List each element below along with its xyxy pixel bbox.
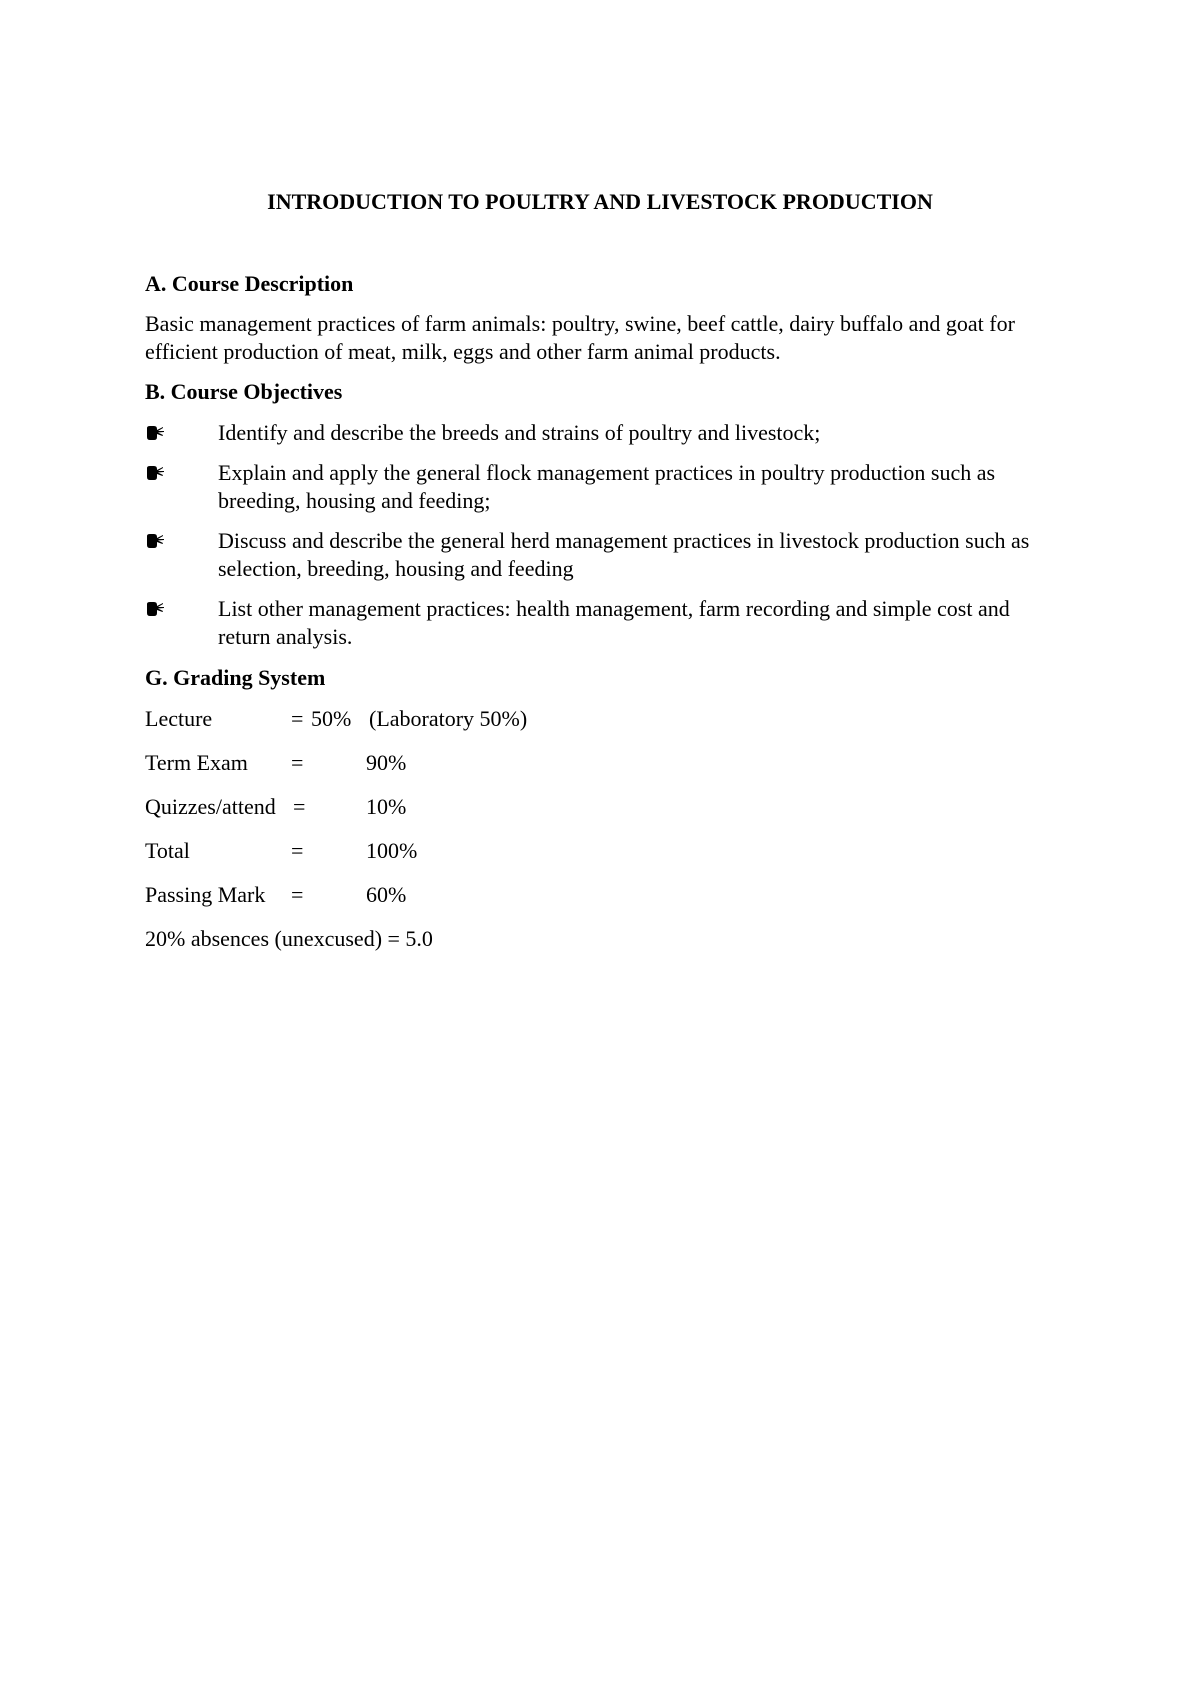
objective-item [145, 459, 1065, 515]
document-title: INTRODUCTION TO POULTRY AND LIVESTOCK PRODUCTION [267, 189, 933, 214]
grading-row-lecture [145, 705, 745, 733]
objective-item [145, 595, 1065, 651]
grading-value: 100% [366, 838, 418, 863]
grading-value: 50% [311, 706, 352, 731]
grading-system-heading: G. Grading System [145, 665, 326, 690]
grading-value: 10% [366, 794, 407, 819]
grading-label: Quizzes/attend [145, 794, 276, 819]
grading-equals: = [291, 750, 304, 775]
grading-equals: = [293, 794, 306, 819]
grading-note: (Laboratory 50%) [369, 706, 528, 731]
pointing-hand-icon [145, 530, 167, 552]
pointing-hand-icon [145, 462, 167, 484]
grading-row-term-exam [145, 749, 745, 777]
objective-text: Discuss and describe the general herd management practices in livestock production such as selection, breeding, housing and feeding [218, 528, 1030, 581]
grading-value: 90% [366, 750, 407, 775]
pointing-hand-icon [145, 598, 167, 620]
course-description-text: Basic management practices of farm animals: poultry, swine, beef cattle, dairy buffalo and goat for efficient production of meat, milk, eggs and other farm animal products. [145, 311, 1015, 364]
grading-row-passing-mark [145, 881, 745, 909]
grading-row-quizzes [145, 793, 745, 821]
objective-item [145, 419, 1065, 447]
grading-label: Lecture [145, 706, 213, 731]
absence-policy-note: 20% absences (unexcused) = 5.0 [145, 926, 433, 951]
course-objectives-heading: B. Course Objectives [145, 379, 343, 404]
grading-equals: = [291, 838, 304, 863]
objective-item [145, 527, 1065, 583]
objective-text: Explain and apply the general flock management practices in poultry production such as breeding, housing and feeding; [218, 460, 996, 513]
grading-row-total [145, 837, 745, 865]
grading-value: 60% [366, 882, 407, 907]
grading-label: Passing Mark [145, 882, 266, 907]
pointing-hand-icon [145, 422, 167, 444]
grading-equals: = [291, 706, 304, 731]
course-description-heading: A. Course Description [145, 271, 354, 296]
grading-label: Total [145, 838, 190, 863]
objective-text: List other management practices: health management, farm recording and simple cost and return analysis. [218, 596, 1010, 649]
grading-label: Term Exam [145, 750, 248, 775]
objective-text: Identify and describe the breeds and strains of poultry and livestock; [218, 420, 821, 445]
grading-equals: = [291, 882, 304, 907]
